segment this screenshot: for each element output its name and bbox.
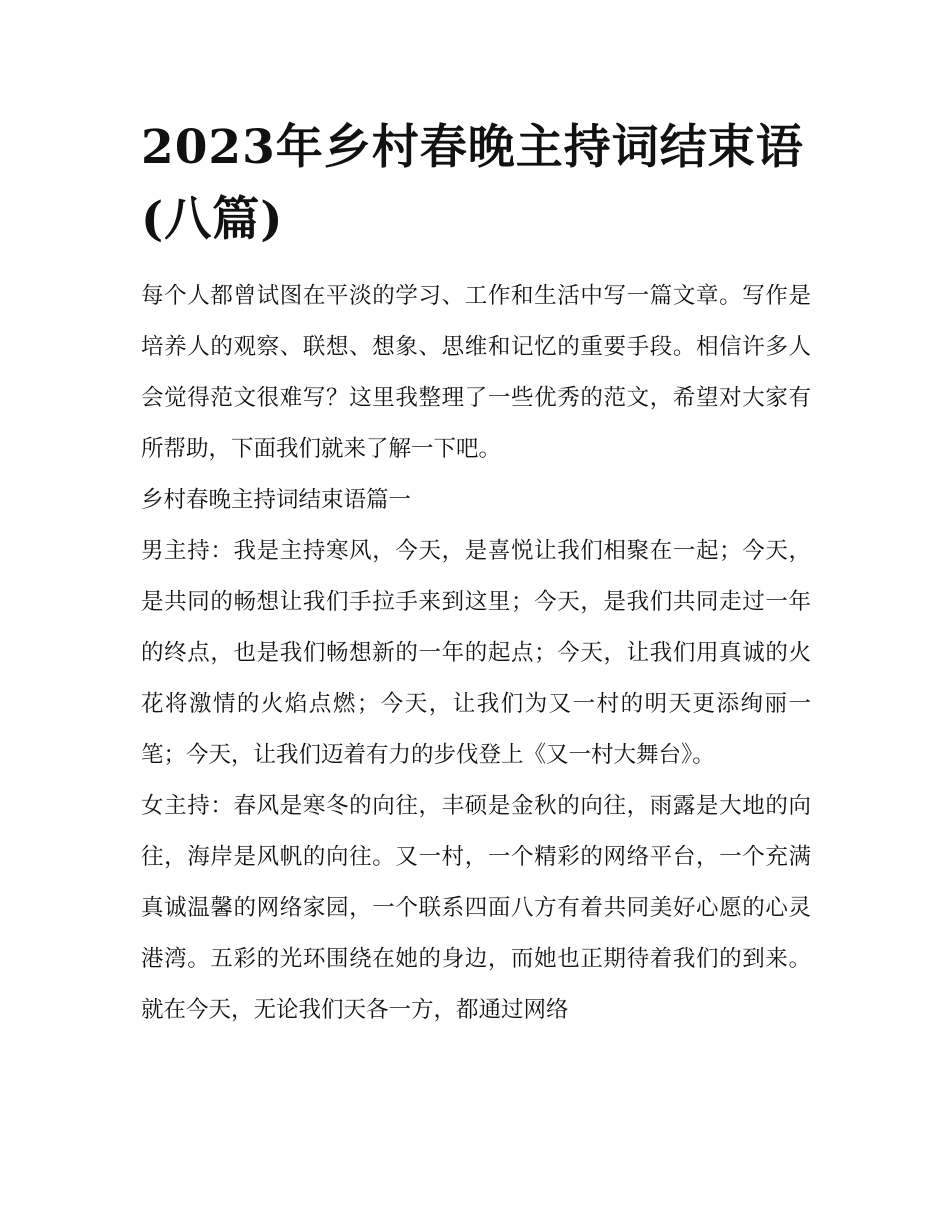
document-body xyxy=(141,112,811,1036)
female-host-paragraph: 女主持：春风是寒冬的向往，丰硕是金秋的向往，雨露是大地的向往，海岸是风帆的向往。又一村，一个精彩的网络平台，一个充满真诚温馨的网络家园，一个联系四面八方有着共同美好心愿的心灵港湾。五彩的光环围绕在她的身边，而她也正期待着我们的到来。就在今天，无论我们天各一方，都通过网络 xyxy=(141,793,811,1023)
section-heading: 乡村春晚主持词结束语篇一 xyxy=(141,487,412,513)
document-title: 2023年乡村春晚主持词结束语(八篇) xyxy=(141,120,804,247)
male-host-paragraph: 男主持：我是主持寒风，今天，是喜悦让我们相聚在一起；今天，是共同的畅想让我们手拉手来到这里；今天，是我们共同走过一年的终点，也是我们畅想新的一年的起点；今天，让我们用真诚的火花将激情的火焰点燃；今天，让我们为又一村的明天更添绚丽一笔；今天，让我们迈着有力的步伐登上《又一村大舞台》。 xyxy=(141,538,811,768)
intro-paragraph: 每个人都曾试图在平淡的学习、工作和生活中写一篇文章。写作是培养人的观察、联想、想象、思维和记忆的重要手段。相信许多人会觉得范文很难写？这里我整理了一些优秀的范文，希望对大家有所帮助，下面我们就来了解一下吧。 xyxy=(141,283,811,462)
